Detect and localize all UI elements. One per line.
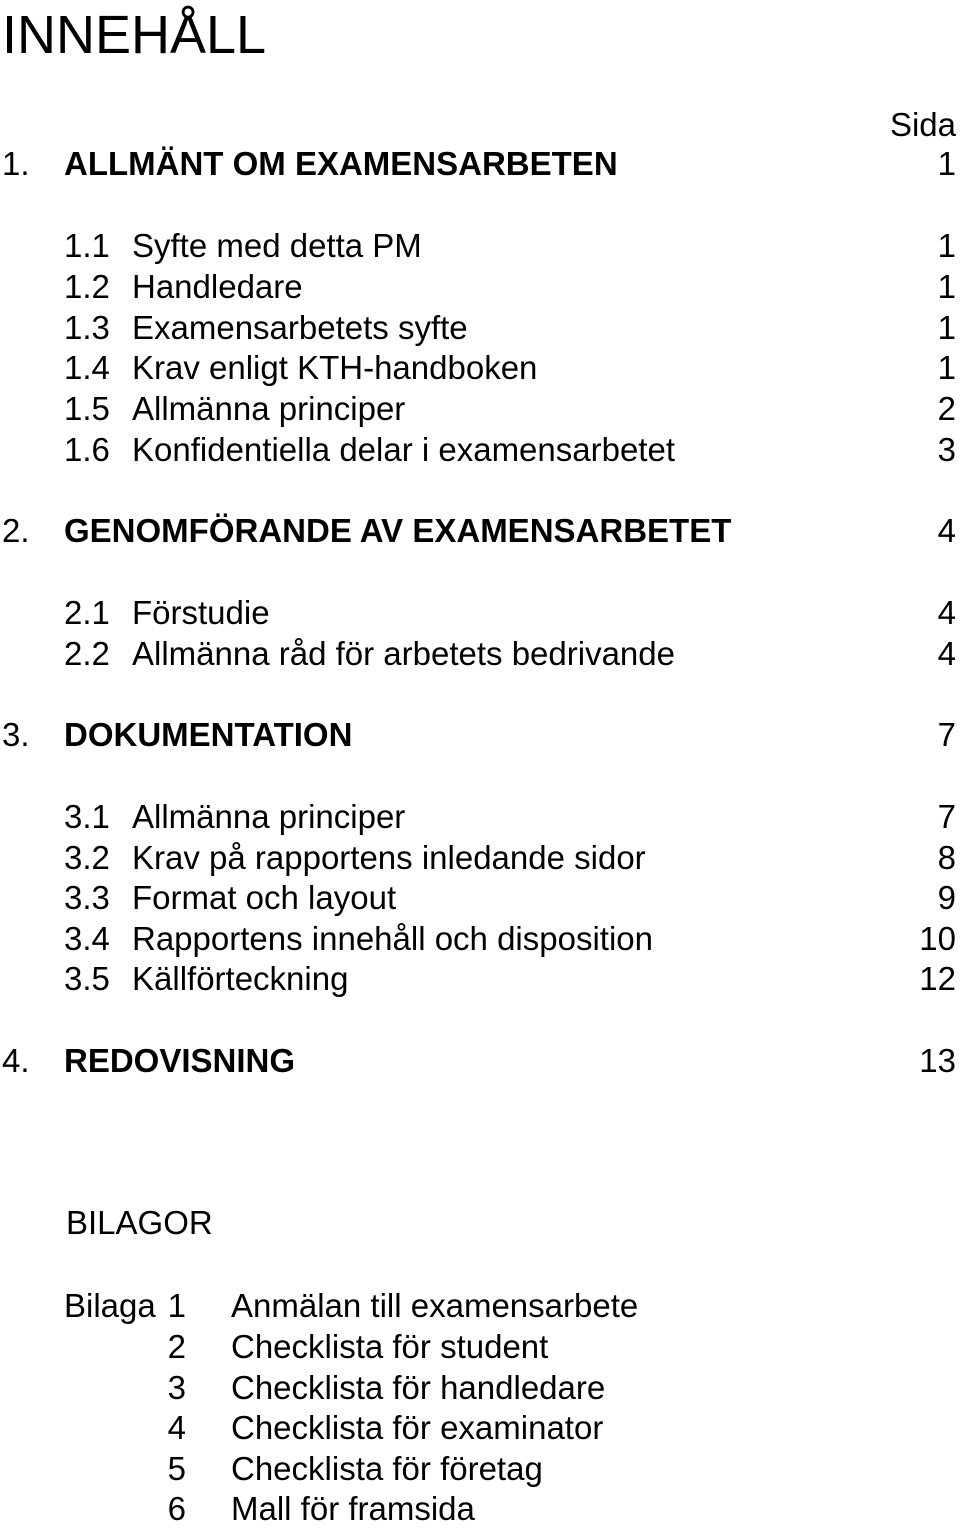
chapter-title: DOKUMENTATION [64,716,353,753]
attachment-number: 2 [167,1328,186,1365]
toc-section-3-5[interactable] [0,959,960,999]
section-number: 1.5 [64,390,110,427]
section-number: 3.2 [64,839,110,876]
chapter-title: ALLMÄNT OM EXAMENSARBETEN [64,145,618,182]
section-title: Källförteckning [132,960,349,997]
chapter-title: REDOVISNING [64,1042,296,1079]
page-title: INNEHÅLL [2,5,267,65]
attachment-number: 1 [167,1287,186,1324]
toc-section-1-5[interactable] [0,389,960,429]
section-title: Allmänna principer [132,390,406,427]
attachment-item[interactable] [0,1489,960,1529]
attachment-number: 6 [167,1490,186,1527]
section-page: 1 [937,349,956,386]
chapter-number: 4. [2,1042,30,1079]
chapter-page: 7 [937,716,956,753]
toc-section-3-3[interactable] [0,878,960,918]
chapter-page: 4 [937,512,956,549]
toc-section-2-1[interactable] [0,593,960,633]
section-number: 3.5 [64,960,110,997]
section-page: 7 [937,798,956,835]
section-page: 1 [937,227,956,264]
toc-section-1-3[interactable] [0,308,960,348]
toc-chapter-3[interactable] [0,715,960,755]
toc-chapter-1[interactable] [0,144,960,184]
attachment-title: Mall för framsida [231,1490,475,1527]
attachment-lead-label: Bilaga [64,1287,156,1324]
section-title: Krav på rapportens inledande sidor [132,839,646,876]
toc-chapter-2[interactable] [0,511,960,551]
chapter-title: GENOMFÖRANDE AV EXAMENSARBETET [64,512,732,549]
attachment-title: Checklista för examinator [231,1409,604,1446]
attachment-number: 5 [167,1450,186,1487]
toc-chapter-4[interactable] [0,1041,960,1081]
toc-section-3-2[interactable] [0,838,960,878]
section-page: 9 [937,879,956,916]
section-page: 1 [937,268,956,305]
section-page: 12 [919,960,956,997]
section-title: Krav enligt KTH-handboken [132,349,538,386]
section-title: Allmänna råd för arbetets bedrivande [132,635,675,672]
attachment-number: 3 [167,1369,186,1406]
section-page: 3 [937,431,956,468]
chapter-page: 13 [919,1042,956,1079]
section-number: 3.4 [64,920,110,957]
section-title: Konfidentiella delar i examensarbetet [132,431,676,468]
section-title: Allmänna principer [132,798,406,835]
attachment-item[interactable] [0,1449,960,1489]
section-title: Format och layout [132,879,397,916]
attachment-title: Checklista för företag [231,1450,543,1487]
chapter-number: 2. [2,512,30,549]
attachment-number: 4 [167,1409,186,1446]
section-title: Handledare [132,268,303,305]
page-column-label: Sida [889,106,956,143]
section-number: 1.2 [64,268,110,305]
attachments-heading: BILAGOR [66,1204,213,1241]
toc-section-1-2[interactable] [0,267,960,307]
section-title: Examensarbetets syfte [132,309,468,346]
section-number: 3.3 [64,879,110,916]
attachment-item[interactable] [0,1327,960,1367]
attachment-title: Checklista för student [231,1328,549,1365]
attachment-title: Anmälan till examensarbete [231,1287,639,1324]
toc-section-3-1[interactable] [0,797,960,837]
toc-section-1-1[interactable] [0,226,960,266]
attachment-item[interactable] [0,1408,960,1448]
section-page: 10 [919,920,956,957]
section-number: 1.1 [64,227,110,264]
toc-section-2-2[interactable] [0,634,960,674]
section-page: 4 [937,635,956,672]
section-number: 2.2 [64,635,110,672]
section-page: 4 [937,594,956,631]
toc-section-1-4[interactable] [0,348,960,388]
chapter-number: 1. [2,145,30,182]
section-number: 3.1 [64,798,110,835]
chapter-number: 3. [2,716,30,753]
attachment-item[interactable] [0,1368,960,1408]
section-page: 2 [937,390,956,427]
section-number: 2.1 [64,594,110,631]
section-title: Syfte med detta PM [132,227,422,264]
section-number: 1.3 [64,309,110,346]
toc-section-3-4[interactable] [0,919,960,959]
section-title: Förstudie [132,594,270,631]
toc-section-1-6[interactable] [0,430,960,470]
section-number: 1.6 [64,431,110,468]
attachment-title: Checklista för handledare [231,1369,606,1406]
section-title: Rapportens innehåll och disposition [132,920,654,957]
attachment-item[interactable] [0,1286,960,1326]
section-page: 1 [937,309,956,346]
section-number: 1.4 [64,349,110,386]
section-page: 8 [937,839,956,876]
chapter-page: 1 [937,145,956,182]
